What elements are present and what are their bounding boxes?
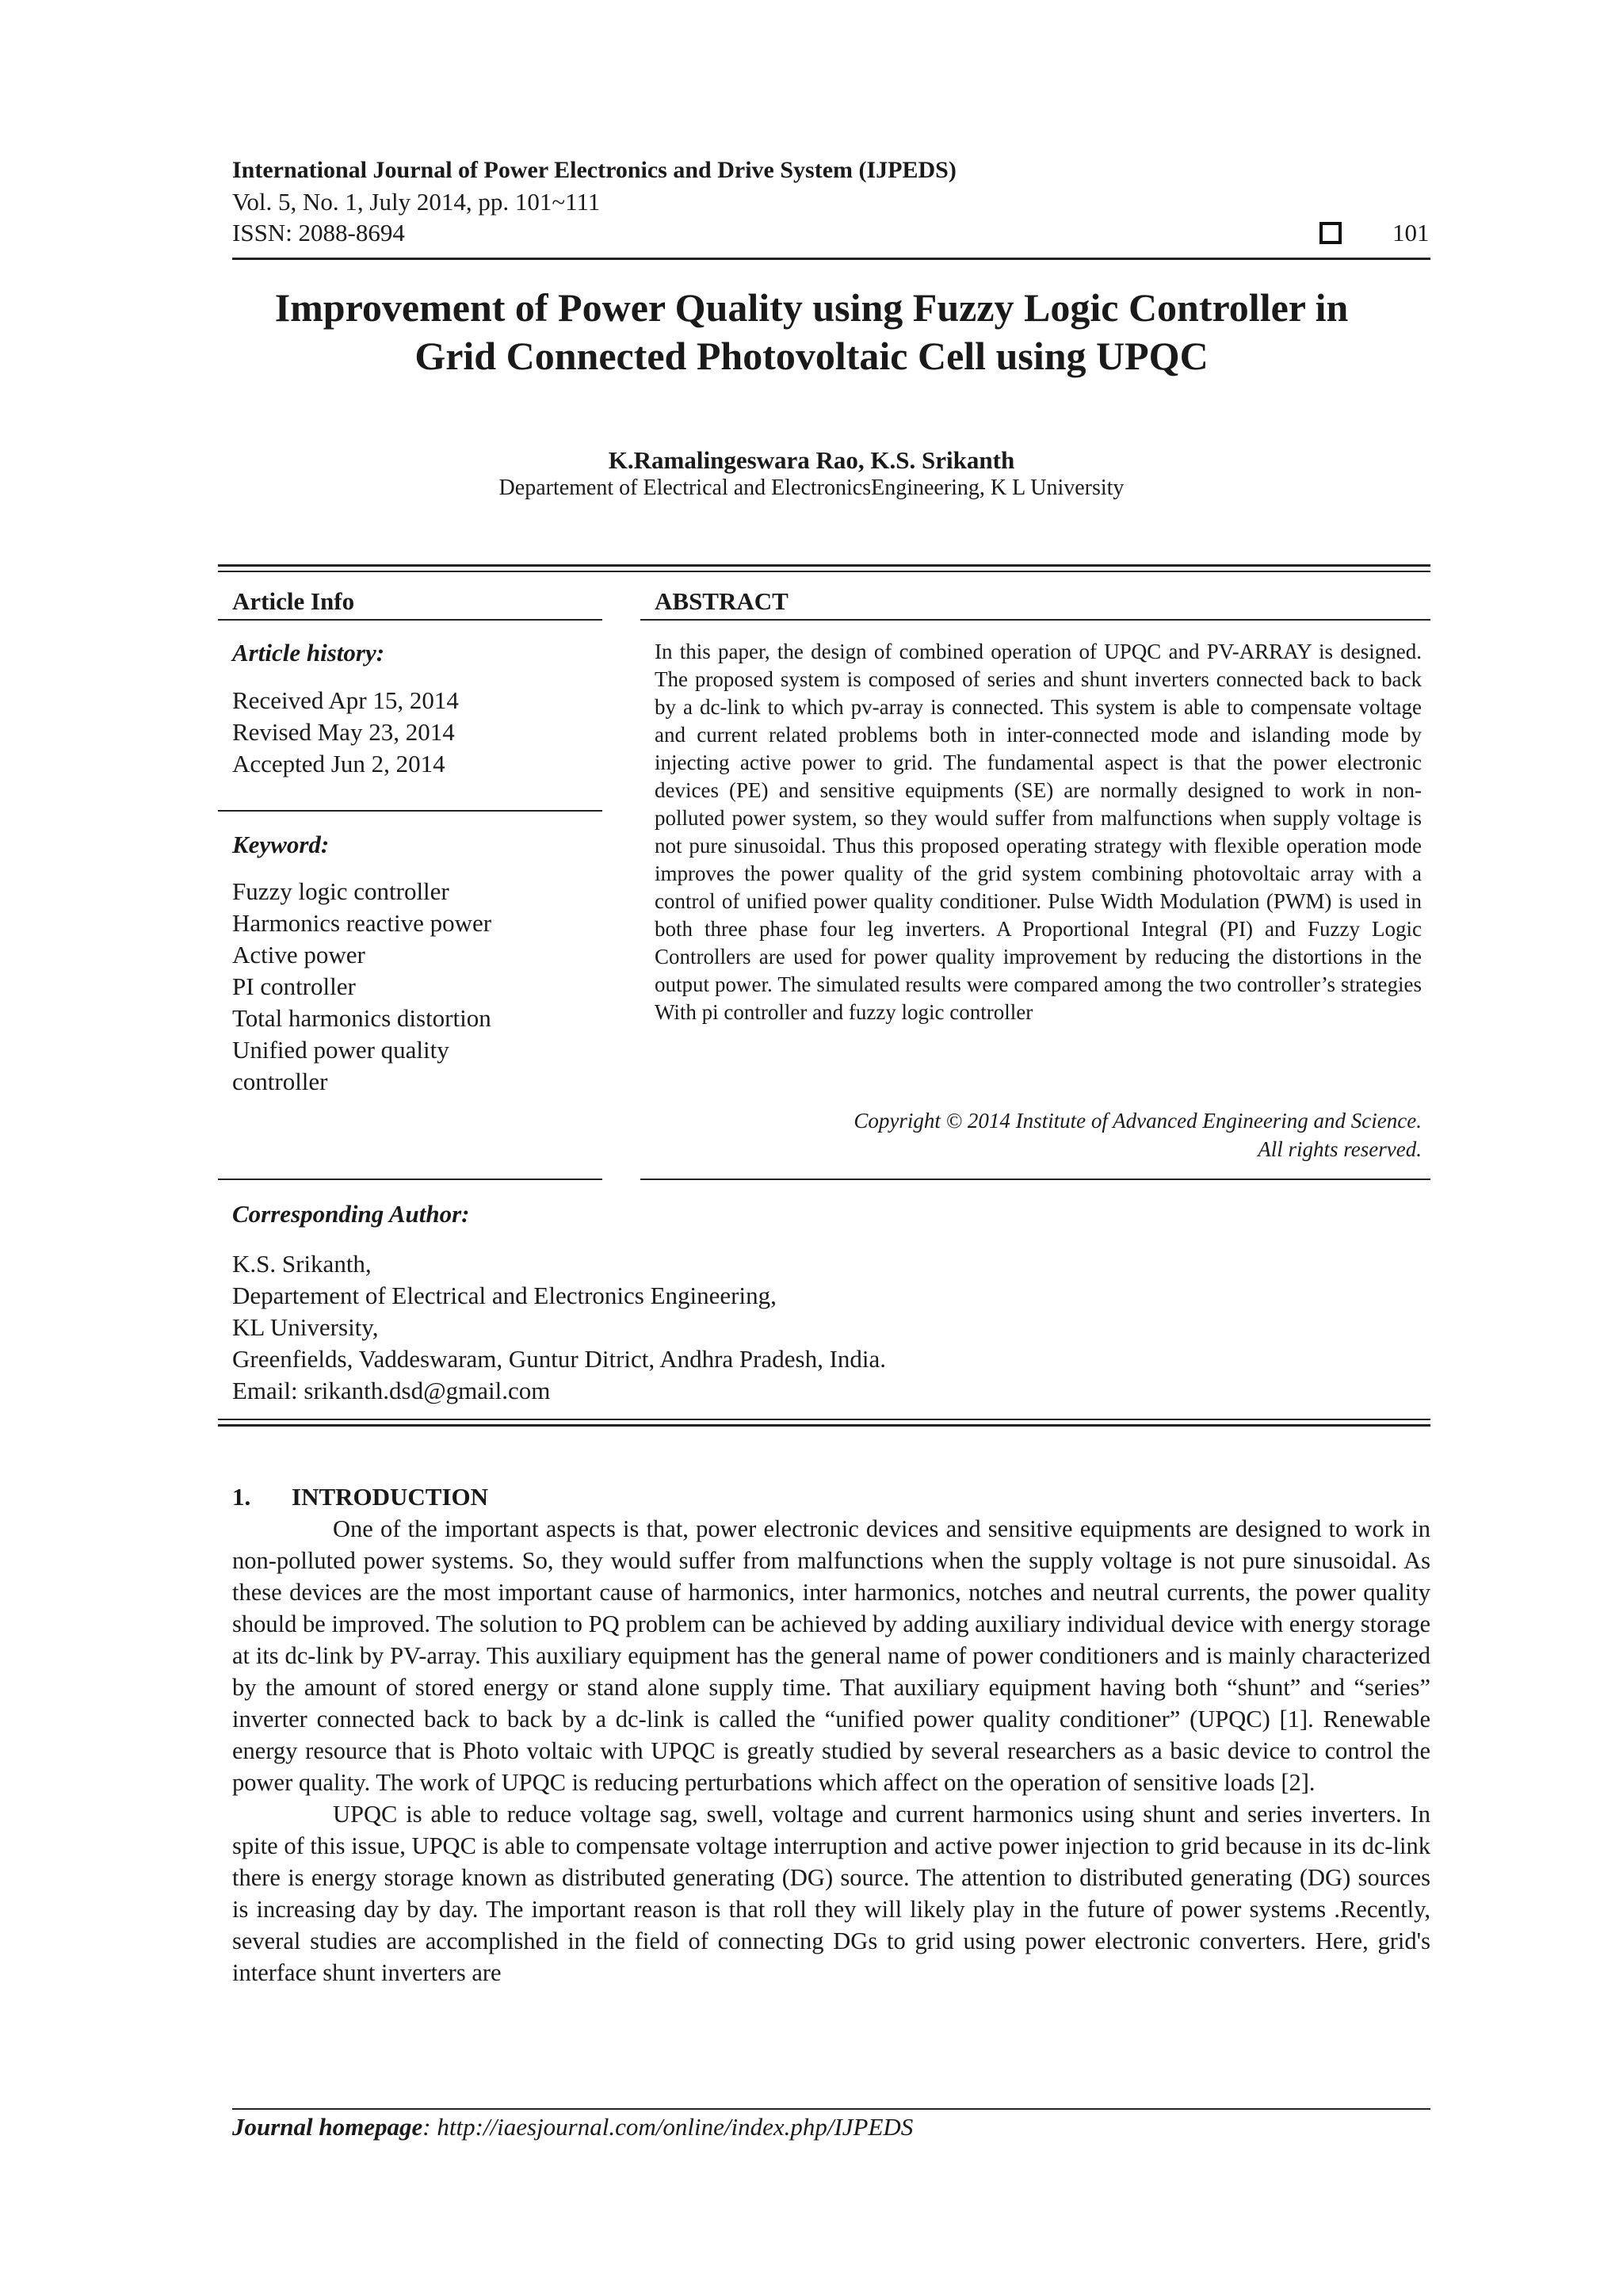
article-info-rule: [218, 619, 602, 621]
title-line-1: Improvement of Power Quality using Fuzzy Logic Controller in: [274, 285, 1349, 330]
rights-line: All rights reserved.: [1258, 1137, 1422, 1161]
history-received: Received Apr 15, 2014: [232, 686, 459, 714]
keyword-item: Active power: [232, 941, 365, 968]
copyright-notice: [655, 1106, 1422, 1163]
homepage-separator: :: [422, 2113, 431, 2141]
introduction-body: [232, 1513, 1430, 1988]
abstract-rule: [640, 1179, 1430, 1180]
homepage-label: Journal homepage: [232, 2113, 423, 2141]
paper-title: [198, 284, 1425, 380]
keyword-item: controller: [232, 1068, 328, 1095]
header-rule: [232, 258, 1430, 260]
history-revised: Revised May 23, 2014: [232, 718, 455, 746]
history-rule: [218, 810, 602, 812]
author-university: KL University,: [232, 1313, 379, 1341]
abstract-text: In this paper, the design of combined operation of UPQC and PV-ARRAY is designed. The proposed system is composed of series and shunt inverters connected back to back by a dc-link to which pv-array is connected. This system is able to compensate voltage and current related problems both in inter-connected mode and islanding mode by injecting active power to grid. The fundamental aspect is that the power electronic devices (PE) and sensitive equipments (SE) are normally designed to work in non-polluted power system, so they would suffer from malfunctions when supply voltage is not pure sinusoidal. Thus this proposed operating strategy with flexible operation mode improves the power quality of the grid system combining photovoltaic array with a control of unified power quality conditioner. Pulse Width Modulation (PWM) is used in both three phase four leg inverters. A Proportional Integral (PI) and Fuzzy Logic Controllers are used for power quality improvement by reducing the distortions in the output power. The simulated results were compared among the two controller’s strategies With pi controller and fuzzy logic controller: [655, 640, 1422, 1024]
article-history-list: [232, 685, 459, 780]
authors: K.Ramalingeswara Rao, K.S. Srikanth: [608, 446, 1015, 474]
keyword-item: Fuzzy logic controller: [232, 877, 449, 905]
section-number: 1.: [232, 1483, 251, 1511]
intro-paragraph: UPQC is able to reduce voltage sag, swell, voltage and current harmonics using shunt and series inverters. In spite of this issue, UPQC is able to compensate voltage interruption and active power injection to grid because in its dc-link there is energy storage known as distributed generating (DG) source. The attention to distributed generating (DG) sources is increasing day by day. The important reason is that roll they will likely play in the future of power systems .Recently, several studies are accomplished in the field of connecting DGs to grid using power electronic converters. Here, grid's interface shunt inverters are: [232, 1801, 1430, 1986]
author-name: K.S. Srikanth,: [232, 1250, 372, 1278]
keyword-rule: [218, 1179, 602, 1180]
section-rule-top-2: [218, 571, 1430, 572]
abstract-heading: ABSTRACT: [655, 587, 789, 615]
section-title: INTRODUCTION: [292, 1483, 489, 1511]
affiliation: Departement of Electrical and ElectronicsEngineering, K L University: [498, 476, 1125, 500]
page-number: 101: [1392, 219, 1430, 246]
article-info-heading: Article Info: [232, 587, 355, 615]
corresponding-author-details: [232, 1248, 886, 1407]
square-box-icon: [1319, 222, 1342, 244]
author-department: Departement of Electrical and Electronics Engineering,: [232, 1282, 777, 1309]
article-history-heading: Article history:: [232, 639, 385, 667]
introduction-heading: [232, 1483, 488, 1511]
keyword-item: Total harmonics distortion: [232, 1004, 491, 1032]
keyword-item: PI controller: [232, 972, 356, 1000]
section-rule-bottom-1: [218, 1419, 1430, 1420]
history-accepted: Accepted Jun 2, 2014: [232, 750, 445, 777]
keyword-heading: Keyword:: [232, 831, 330, 858]
title-line-2: Grid Connected Photovoltaic Cell using UPQC: [414, 334, 1209, 378]
journal-homepage: [232, 2113, 913, 2141]
corresponding-author-heading: Corresponding Author:: [232, 1200, 470, 1228]
copyright-line: Copyright © 2014 Institute of Advanced Engineering and Science.: [854, 1109, 1422, 1133]
keyword-list: [232, 876, 491, 1098]
author-email: Email: srikanth.dsd@gmail.com: [232, 1377, 551, 1404]
abstract-heading-rule: [640, 619, 1430, 621]
section-rule-bottom-2: [218, 1424, 1430, 1427]
intro-paragraph: One of the important aspects is that, power electronic devices and sensitive equipments are designed to work in non-polluted power systems. So, they would suffer from malfunctions when the supply voltage is not pure sinusoidal. As these devices are the most important cause of harmonics, inter harmonics, notches and neutral currents, the power quality should be improved. The solution to PQ problem can be achieved by adding auxiliary individual device with energy storage at its dc-link by PV-array. This auxiliary equipment has the general name of power conditioners and is mainly characterized by the amount of stored energy or stand alone supply time. That auxiliary equipment having both “shunt” and “series” inverter connected back to back by a dc-link is called the “unified power quality conditioner” (UPQC) [1]. Renewable energy resource that is Photo voltaic with UPQC is greatly studied by several researchers as a basic device to control the power quality. The work of UPQC is reducing perturbations which affect on the operation of sensitive loads [2].: [232, 1515, 1430, 1796]
keyword-item: Harmonics reactive power: [232, 909, 492, 937]
keyword-item: Unified power quality: [232, 1036, 449, 1064]
section-rule-top-1: [218, 564, 1430, 567]
homepage-url[interactable]: http://iaesjournal.com/online/index.php/IJPEDS: [437, 2113, 914, 2141]
footer-rule: [232, 2108, 1430, 2110]
journal-name: International Journal of Power Electronics and Drive System (IJPEDS): [232, 157, 957, 183]
issue-info: Vol. 5, No. 1, July 2014, pp. 101~111: [232, 188, 601, 216]
issn: ISSN: 2088-8694: [232, 219, 405, 246]
author-address: Greenfields, Vaddeswaram, Guntur Ditrict, Andhra Pradesh, India.: [232, 1345, 887, 1373]
